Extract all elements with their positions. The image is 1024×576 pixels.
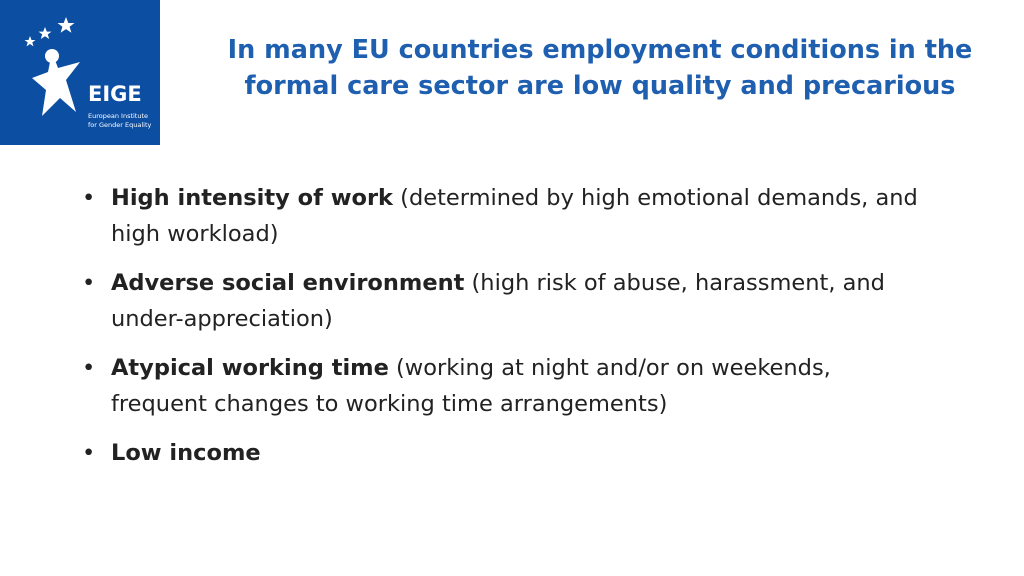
bullet-item <box>82 350 982 422</box>
bullet-dot-icon: • <box>82 270 96 296</box>
small-star-icon <box>39 27 52 39</box>
bullet-dot-icon: • <box>82 355 96 381</box>
bullet-text: frequent changes to working time arrangements) <box>111 391 668 417</box>
logo-subtitle-line: for Gender Equality <box>88 121 152 129</box>
small-star-icon <box>58 17 75 33</box>
eige-logo <box>0 0 160 145</box>
bullet-dot-icon: • <box>82 440 96 466</box>
logo-subtitle <box>88 112 158 130</box>
bullet-dot-icon: • <box>82 185 96 211</box>
slide-title-line: In many EU countries employment conditions in the <box>227 35 973 65</box>
bullet-item <box>82 180 982 252</box>
logo-subtitle-line: European Institute <box>88 112 149 120</box>
logo-wordmark: EIGE <box>88 82 142 106</box>
slide-title <box>190 32 1010 104</box>
bullet-heading: High intensity of work <box>111 185 394 211</box>
slide-title-line: formal care sector are low quality and precarious <box>244 71 956 101</box>
bullet-item <box>82 265 982 337</box>
bullet-heading: Adverse social environment <box>111 270 465 296</box>
bullet-text: under-appreciation) <box>111 306 333 332</box>
bullet-text: high workload) <box>111 221 279 247</box>
bullet-heading: Low income <box>111 440 261 466</box>
bullet-text: (working at night and/or on weekends, <box>388 355 831 381</box>
bullet-list <box>82 180 982 484</box>
small-star-icon <box>25 36 36 46</box>
bullet-text: (determined by high emotional demands, and <box>393 185 918 211</box>
bullet-item <box>82 435 982 471</box>
figure-head-icon <box>45 49 59 63</box>
bullet-text: (high risk of abuse, harassment, and <box>464 270 885 296</box>
bullet-heading: Atypical working time <box>111 355 389 381</box>
